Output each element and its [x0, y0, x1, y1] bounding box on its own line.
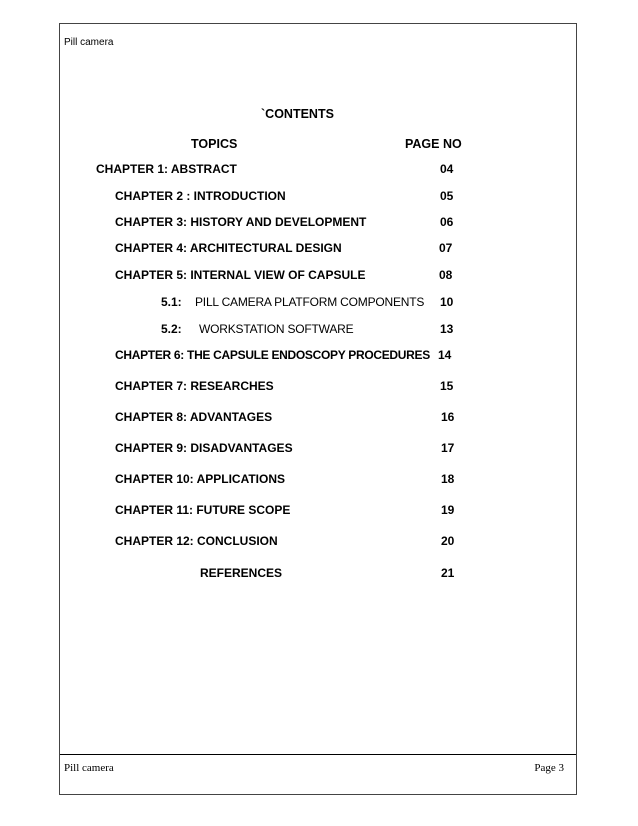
page-border: [59, 23, 577, 795]
toc-entry-page: 14: [438, 348, 452, 362]
toc-entry-page: 17: [441, 441, 455, 455]
toc-entry-label: CHAPTER 4: ARCHITECTURAL DESIGN: [115, 241, 342, 255]
toc-entry-page: 21: [441, 566, 455, 580]
toc-entry-page: 06: [440, 215, 454, 229]
toc-entry-label: CHAPTER 3: HISTORY AND DEVELOPMENT: [115, 215, 367, 229]
toc-entry-page: 05: [440, 189, 454, 203]
toc-entry-label: CHAPTER 12: CONCLUSION: [115, 534, 278, 548]
toc-entry-page: 15: [440, 379, 454, 393]
toc-entry-label: CHAPTER 1: ABSTRACT: [96, 162, 237, 176]
toc-entry-page: 19: [441, 503, 455, 517]
running-footer-left: Pill camera: [64, 762, 114, 774]
toc-entry-page: 16: [441, 410, 455, 424]
toc-entry-page: 18: [441, 472, 455, 486]
toc-subentry-number: 5.2:: [161, 322, 182, 336]
toc-entry-label: CHAPTER 8: ADVANTAGES: [115, 410, 273, 424]
toc-entry-page: 08: [439, 268, 453, 282]
toc-entry-page: 13: [440, 322, 454, 336]
toc-entry-page: 07: [439, 241, 453, 255]
toc-subentry-label: WORKSTATION SOFTWARE: [199, 322, 354, 336]
page-number: Page 3: [534, 762, 564, 774]
page-no-column-header: PAGE NO: [405, 137, 462, 151]
running-header: Pill camera: [64, 37, 114, 48]
toc-entry-label: CHAPTER 6: THE CAPSULE ENDOSCOPY PROCEDURES: [115, 348, 430, 362]
contents-title: `CONTENTS: [261, 107, 334, 121]
toc-entry-label: CHAPTER 7: RESEARCHES: [115, 379, 274, 393]
toc-entry-label: CHAPTER 5: INTERNAL VIEW OF CAPSULE: [115, 268, 366, 282]
toc-subentry-number: 5.1:: [161, 295, 182, 309]
toc-entry-page: 04: [440, 162, 454, 176]
toc-entry-label: CHAPTER 10: APPLICATIONS: [115, 472, 286, 486]
toc-entry-label: REFERENCES: [200, 566, 283, 580]
toc-entry-label: CHAPTER 11: FUTURE SCOPE: [115, 503, 291, 517]
toc-entry-label: CHAPTER 2 : INTRODUCTION: [115, 189, 286, 203]
toc-entry-page: 10: [440, 295, 454, 309]
toc-entry-label: CHAPTER 9: DISADVANTAGES: [115, 441, 293, 455]
topics-column-header: TOPICS: [191, 137, 238, 151]
toc-entry-page: 20: [441, 534, 455, 548]
footer-divider: [60, 754, 576, 755]
toc-subentry-label: PILL CAMERA PLATFORM COMPONENTS: [195, 295, 425, 309]
